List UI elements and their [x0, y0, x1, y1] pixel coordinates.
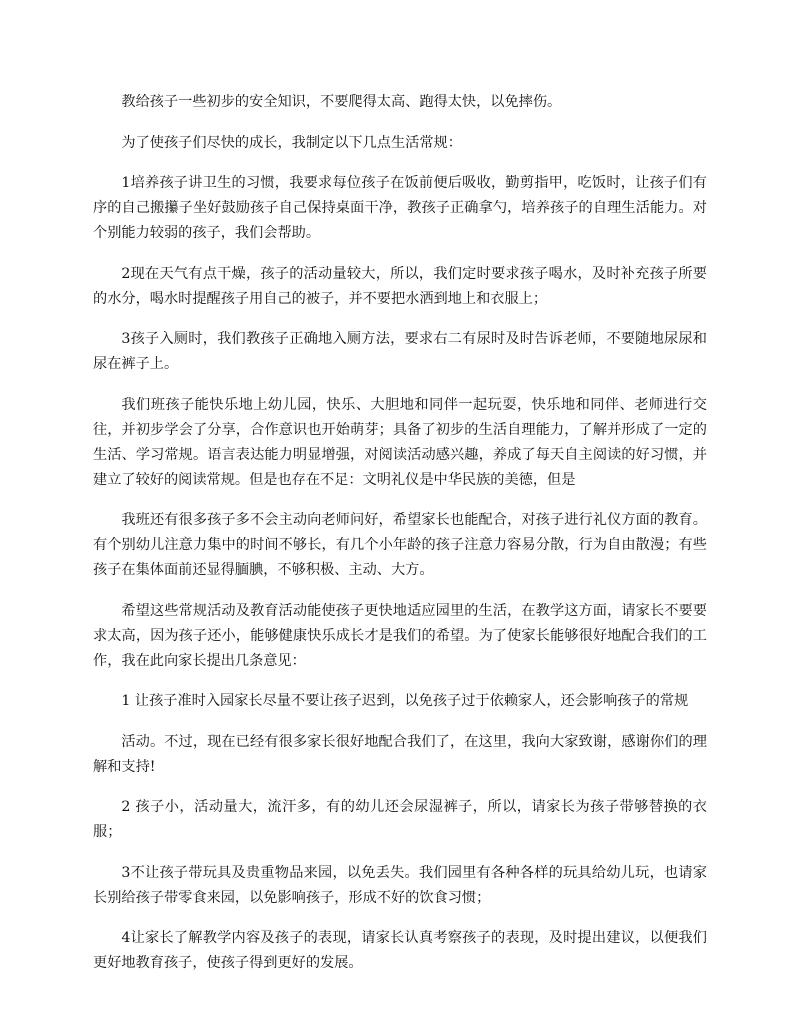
document-body: [93, 90, 707, 992]
paragraph-hygiene: 1培养孩子讲卫生的习惯，我要求每位孩子在饭前便后吸收，勤剪指甲，吃饭时，让孩子们有序的自己搬攥子坐好鼓励孩子自己保持桌面干净，教孩子正确拿勺，培养孩子的自理生活能力。对个别能力较弱的孩子，我们会帮助。: [93, 175, 707, 241]
paragraph-toilet: 3孩子入厕时，我们教孩子正确地入厕方法，要求右二有尿时及时告诉老师，不要随地尿尿和尿在裤子上。: [93, 331, 707, 372]
paragraph-suggestion-4: 4让家长了解教学内容及孩子的表现，请家长认真考察孩子的表现，及时提出建议，以便我们更好地教育孩子，使孩子得到更好的发展。: [93, 930, 707, 971]
paragraph-routine-intro: 为了使孩子们尽快的成长，我制定以下几点生活常规：: [121, 134, 462, 151]
paragraph-suggestion-3: 3不让孩子带玩具及贵重物品来园，以免丢失。我们园里有各种各样的玩具给幼儿玩，也请家长别给孩子带零食来园，以免影响孩子，形成不好的饮食习惯；: [93, 864, 707, 906]
paragraph-safety: 教给孩子一些初步的安全知识，不要爬得太高、跑得太快，以免摔伤。: [121, 94, 562, 110]
paragraph-suggestion-1: 1 让孩子准时入园家长尽量不要让孩子迟到，以免孩子过于依赖家人，还会影响孩子的常规: [121, 693, 689, 709]
paragraph-parent-request: 希望这些常规活动及教育活动能使孩子更快地适应园里的生活，在教学这方面，请家长不要要求太高，因为孩子还小，能够健康快乐成长才是我们的希望。为了使家长能够很好地配合我们的工作，我在此向家长提出几条意见：: [93, 602, 707, 669]
paragraph-class-summary: 我们班孩子能快乐地上幼儿园，快乐、大胆地和同伴一起玩耍，快乐地和同伴、老师进行交往，并初步学会了分享，合作意识也开始萌芽；具备了初步的生活自理能力，了解并形成了一定的生活、学习常规。语言表达能力明显增强，对阅读活动感兴趣，养成了每天自主阅读的好习惯，并建立了较好的阅读常规。但是也存在不足：文明礼仪是中华民族的美德，但是: [93, 396, 707, 488]
paragraph-manners: 我班还有很多孩子多不会主动向老师问好，希望家长也能配合，对孩子进行礼仪方面的教育。有个别幼儿注意力集中的时间不够长，有几个小年龄的孩子注意力容易分散，行为自由散漫；有些孩子在集体面前还显得腼腆，不够积极、主动、大方。: [93, 512, 707, 578]
paragraph-thanks: 活动。不过，现在已经有很多家长很好地配合我们了，在这里，我向大家致谢，感谢你们的理解和支持!: [93, 733, 707, 775]
paragraph-drinking-water: 2现在天气有点干燥，孩子的活动量较大，所以，我们定时要求孩子喝水，及时补充孩子所要的水分，喝水时提醒孩子用自己的被子，并不要把水洒到地上和衣服上；: [93, 265, 707, 307]
paragraph-suggestion-2: 2 孩子小，活动量大，流汗多，有的幼儿还会尿湿裤子，所以，请家长为孩子带够替换的衣服；: [93, 799, 707, 840]
